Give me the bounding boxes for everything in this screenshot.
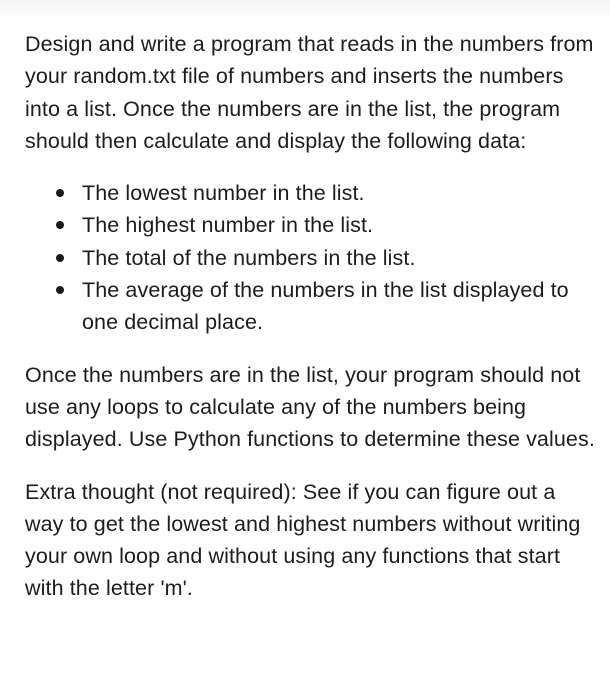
constraint-paragraph: Once the numbers are in the list, your program should not use any loops to calculate any of the numbers being displayed. Use Python functions to determine these values. — [25, 362, 595, 452]
extra-thought-paragraph: Extra thought (not required): See if you can figure out a way to get the lowest and highest numbers without writing your own loop and without using any functions that start with the letter 'm'. — [25, 479, 581, 601]
top-fade — [0, 0, 610, 20]
list-item-text: The average of the numbers in the list displayed to one decimal place. — [82, 278, 569, 335]
bullet-icon — [56, 286, 64, 294]
list-item-text: The lowest number in the list. — [82, 181, 365, 206]
spacer — [25, 456, 595, 476]
list-item-text: The total of the numbers in the list. — [82, 245, 416, 270]
list-item-text: The highest number in the list. — [82, 213, 374, 238]
list-item — [82, 274, 595, 339]
bullet-icon — [56, 254, 64, 262]
list-item — [82, 242, 595, 274]
bullet-icon — [56, 221, 64, 229]
bullet-icon — [56, 189, 64, 197]
list-item — [82, 209, 595, 241]
intro-paragraph: Design and write a program that reads in the numbers from your random.txt file of numbers and inserts the numbers into a list. Once the numbers are in the list, the program should then calculate and display the following data: — [25, 32, 594, 153]
question-text — [25, 28, 595, 605]
spacer — [25, 339, 595, 359]
list-item — [82, 177, 595, 209]
spacer — [25, 157, 595, 177]
requirements-list — [25, 177, 595, 338]
